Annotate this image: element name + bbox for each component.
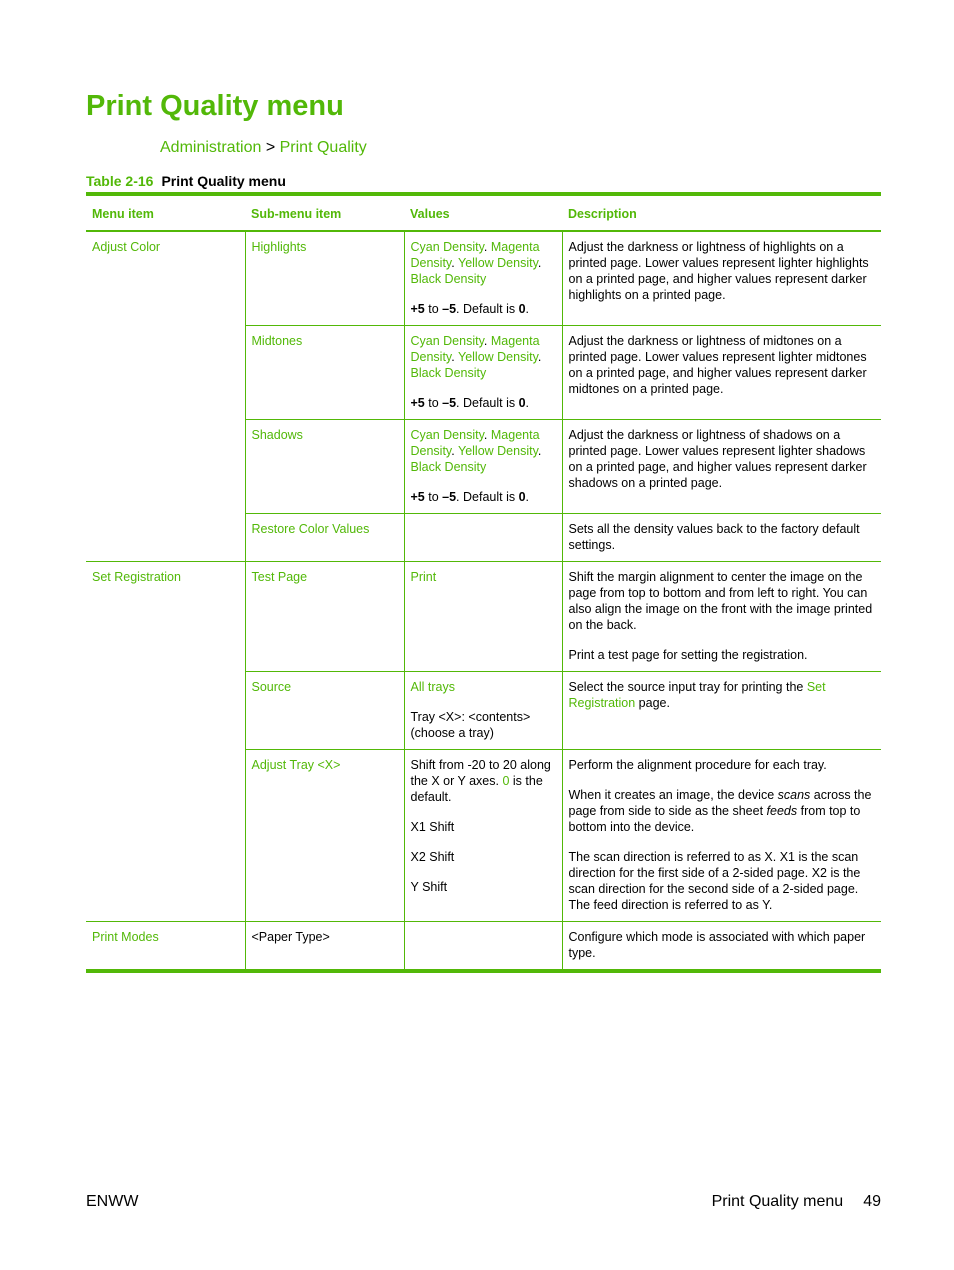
sub-link-test-page[interactable]: Test Page	[251, 570, 308, 584]
range-max: +5	[410, 302, 425, 316]
footer-right	[712, 1193, 881, 1211]
menu-cell-print-modes	[86, 922, 245, 972]
page-title: Print Quality menu	[86, 90, 344, 122]
description-cell	[562, 672, 881, 750]
menu-cell-adjust-color	[86, 231, 245, 562]
description-adjust-tray-2c: from top to bottom into the device.	[568, 804, 861, 834]
default-value: 0	[518, 490, 526, 504]
link-black-density[interactable]: Black Density	[410, 460, 487, 474]
table-caption-text: Print Quality menu	[161, 173, 286, 189]
sub-link-highlights[interactable]: Highlights	[251, 240, 307, 254]
description-shadows: Adjust the darkness or lightness of shadows on a printed page. Lower values represent lighter shadows on a printed page, and higher values represent darker shadows on a printed page.	[568, 428, 867, 490]
description-source-pre: Select the source input tray for printing the	[568, 680, 807, 694]
sub-cell	[245, 922, 404, 972]
link-yellow-density[interactable]: Yellow Density	[458, 256, 538, 270]
link-magenta-density[interactable]: Magenta Density	[410, 428, 540, 458]
page-number: 49	[863, 1193, 881, 1210]
sub-link-shadows[interactable]: Shadows	[251, 428, 303, 442]
sub-cell	[245, 420, 404, 514]
values-cell	[404, 562, 562, 672]
menu-link-print-modes[interactable]: Print Modes	[92, 930, 159, 944]
header-values: Values	[404, 194, 562, 231]
description-test-page-1: Shift the margin alignment to center the image on the page from top to bottom and from left to right. You can also align the image on the front with the image printed on the back.	[568, 570, 873, 632]
sub-link-source[interactable]: Source	[251, 680, 292, 694]
default-value: 0	[518, 396, 526, 410]
table-header-row	[86, 194, 881, 231]
description-cell	[562, 326, 881, 420]
description-highlights: Adjust the darkness or lightness of highlights on a printed page. Lower values represent lighter highlights on a printed page, and higher values represent darker highlights on a printed page.	[568, 240, 869, 302]
breadcrumb-separator: >	[265, 139, 276, 156]
link-cyan-density[interactable]: Cyan Density	[410, 240, 484, 254]
value-y-shift: Y Shift	[410, 880, 448, 894]
default-text: . Default is	[456, 302, 519, 316]
sub-link-midtones[interactable]: Midtones	[251, 334, 303, 348]
description-cell	[562, 231, 881, 326]
link-zero[interactable]: 0	[502, 774, 510, 788]
header-description: Description	[562, 194, 881, 231]
header-menu-item: Menu item	[86, 194, 245, 231]
breadcrumb-link-print-quality[interactable]: Print Quality	[279, 139, 367, 156]
default-text: . Default is	[456, 490, 519, 504]
link-yellow-density[interactable]: Yellow Density	[458, 444, 538, 458]
sub-cell	[245, 326, 404, 420]
link-magenta-density[interactable]: Magenta Density	[410, 334, 540, 364]
description-adjust-tray-2b: across the page from side to side as the sheet	[568, 788, 872, 818]
footer-section-title: Print Quality menu	[711, 1193, 844, 1210]
values-cell: Cyan Density. Magenta Density. Yellow Density. Black Density +5 to –5. Default is 0.	[404, 326, 562, 420]
description-adjust-tray-3: The scan direction is referred to as X. X1 is the scan direction for the first side of a 2-sided page. X2 is the scan direction for the second side of a 2-sided page. The feed direction is referred to as Y.	[568, 850, 861, 912]
sub-link-restore-color-values[interactable]: Restore Color Values	[251, 522, 370, 536]
sub-paper-type: <Paper Type>	[251, 930, 330, 944]
values-cell: Cyan Density. Magenta Density. Yellow Density. Black Density +5 to –5. Default is 0.	[404, 231, 562, 326]
menu-link-set-registration[interactable]: Set Registration	[92, 570, 181, 584]
values-cell	[404, 750, 562, 922]
breadcrumb	[160, 139, 367, 157]
link-black-density[interactable]: Black Density	[410, 272, 487, 286]
sub-cell	[245, 562, 404, 672]
sub-cell	[245, 672, 404, 750]
range-max: +5	[410, 490, 425, 504]
description-midtones: Adjust the darkness or lightness of midtones on a printed page. Lower values represent lighter midtones on a printed page, and higher values represent darker midtones on a printed page.	[568, 334, 867, 396]
range-min: –5	[442, 396, 457, 410]
range-to: to	[424, 302, 443, 316]
range-min: –5	[442, 302, 457, 316]
description-adjust-tray-2a: When it creates an image, the device	[568, 788, 778, 802]
link-set-registration[interactable]: Set Registration	[568, 680, 826, 710]
default-value: 0	[518, 302, 526, 316]
description-cell	[562, 562, 881, 672]
value-shift-range: Shift from -20 to 20 along the X or Y axes.	[410, 758, 551, 788]
link-all-trays[interactable]: All trays	[410, 680, 455, 694]
menu-cell-set-registration	[86, 562, 245, 922]
range-max: +5	[410, 396, 425, 410]
value-tray-contents: Tray <X>: <contents> (choose a tray)	[410, 710, 531, 740]
sub-cell	[245, 750, 404, 922]
values-cell	[404, 922, 562, 972]
menu-link-adjust-color[interactable]: Adjust Color	[92, 240, 161, 254]
value-shift-default: is the default.	[410, 774, 543, 804]
value-x1-shift: X1 Shift	[410, 820, 455, 834]
description-cell	[562, 922, 881, 972]
breadcrumb-link-administration[interactable]: Administration	[160, 139, 262, 156]
description-source-post: page.	[635, 696, 670, 710]
link-cyan-density[interactable]: Cyan Density	[410, 428, 484, 442]
link-yellow-density[interactable]: Yellow Density	[458, 350, 538, 364]
link-print[interactable]: Print	[410, 570, 437, 584]
range-min: –5	[442, 490, 457, 504]
values-cell	[404, 514, 562, 562]
description-scans: scans	[777, 788, 811, 802]
description-feeds: feeds	[766, 804, 798, 818]
description-cell	[562, 420, 881, 514]
link-cyan-density[interactable]: Cyan Density	[410, 334, 484, 348]
table-number: Table 2-16	[86, 173, 154, 189]
header-sub-menu-item: Sub-menu item	[245, 194, 404, 231]
link-black-density[interactable]: Black Density	[410, 366, 487, 380]
description-restore: Sets all the density values back to the factory default settings.	[568, 522, 860, 552]
link-magenta-density[interactable]: Magenta Density	[410, 240, 540, 270]
description-cell	[562, 750, 881, 922]
sub-link-adjust-tray[interactable]: Adjust Tray <X>	[251, 758, 341, 772]
values-cell: Cyan Density. Magenta Density. Yellow Density. Black Density +5 to –5. Default is 0.	[404, 420, 562, 514]
table-row	[86, 922, 881, 972]
default-text: . Default is	[456, 396, 519, 410]
sub-cell	[245, 514, 404, 562]
description-adjust-tray-1: Perform the alignment procedure for each tray.	[568, 758, 827, 772]
table-caption	[86, 173, 286, 189]
table-row	[86, 231, 881, 326]
description-print-modes: Configure which mode is associated with which paper type.	[568, 930, 866, 960]
print-quality-table	[86, 192, 881, 973]
values-cell	[404, 672, 562, 750]
description-test-page-2: Print a test page for setting the registration.	[568, 648, 808, 662]
description-cell	[562, 514, 881, 562]
range-to: to	[424, 396, 443, 410]
value-x2-shift: X2 Shift	[410, 850, 455, 864]
table-row	[86, 562, 881, 672]
range-to: to	[424, 490, 443, 504]
footer-left: ENWW	[86, 1193, 139, 1210]
sub-cell	[245, 231, 404, 326]
